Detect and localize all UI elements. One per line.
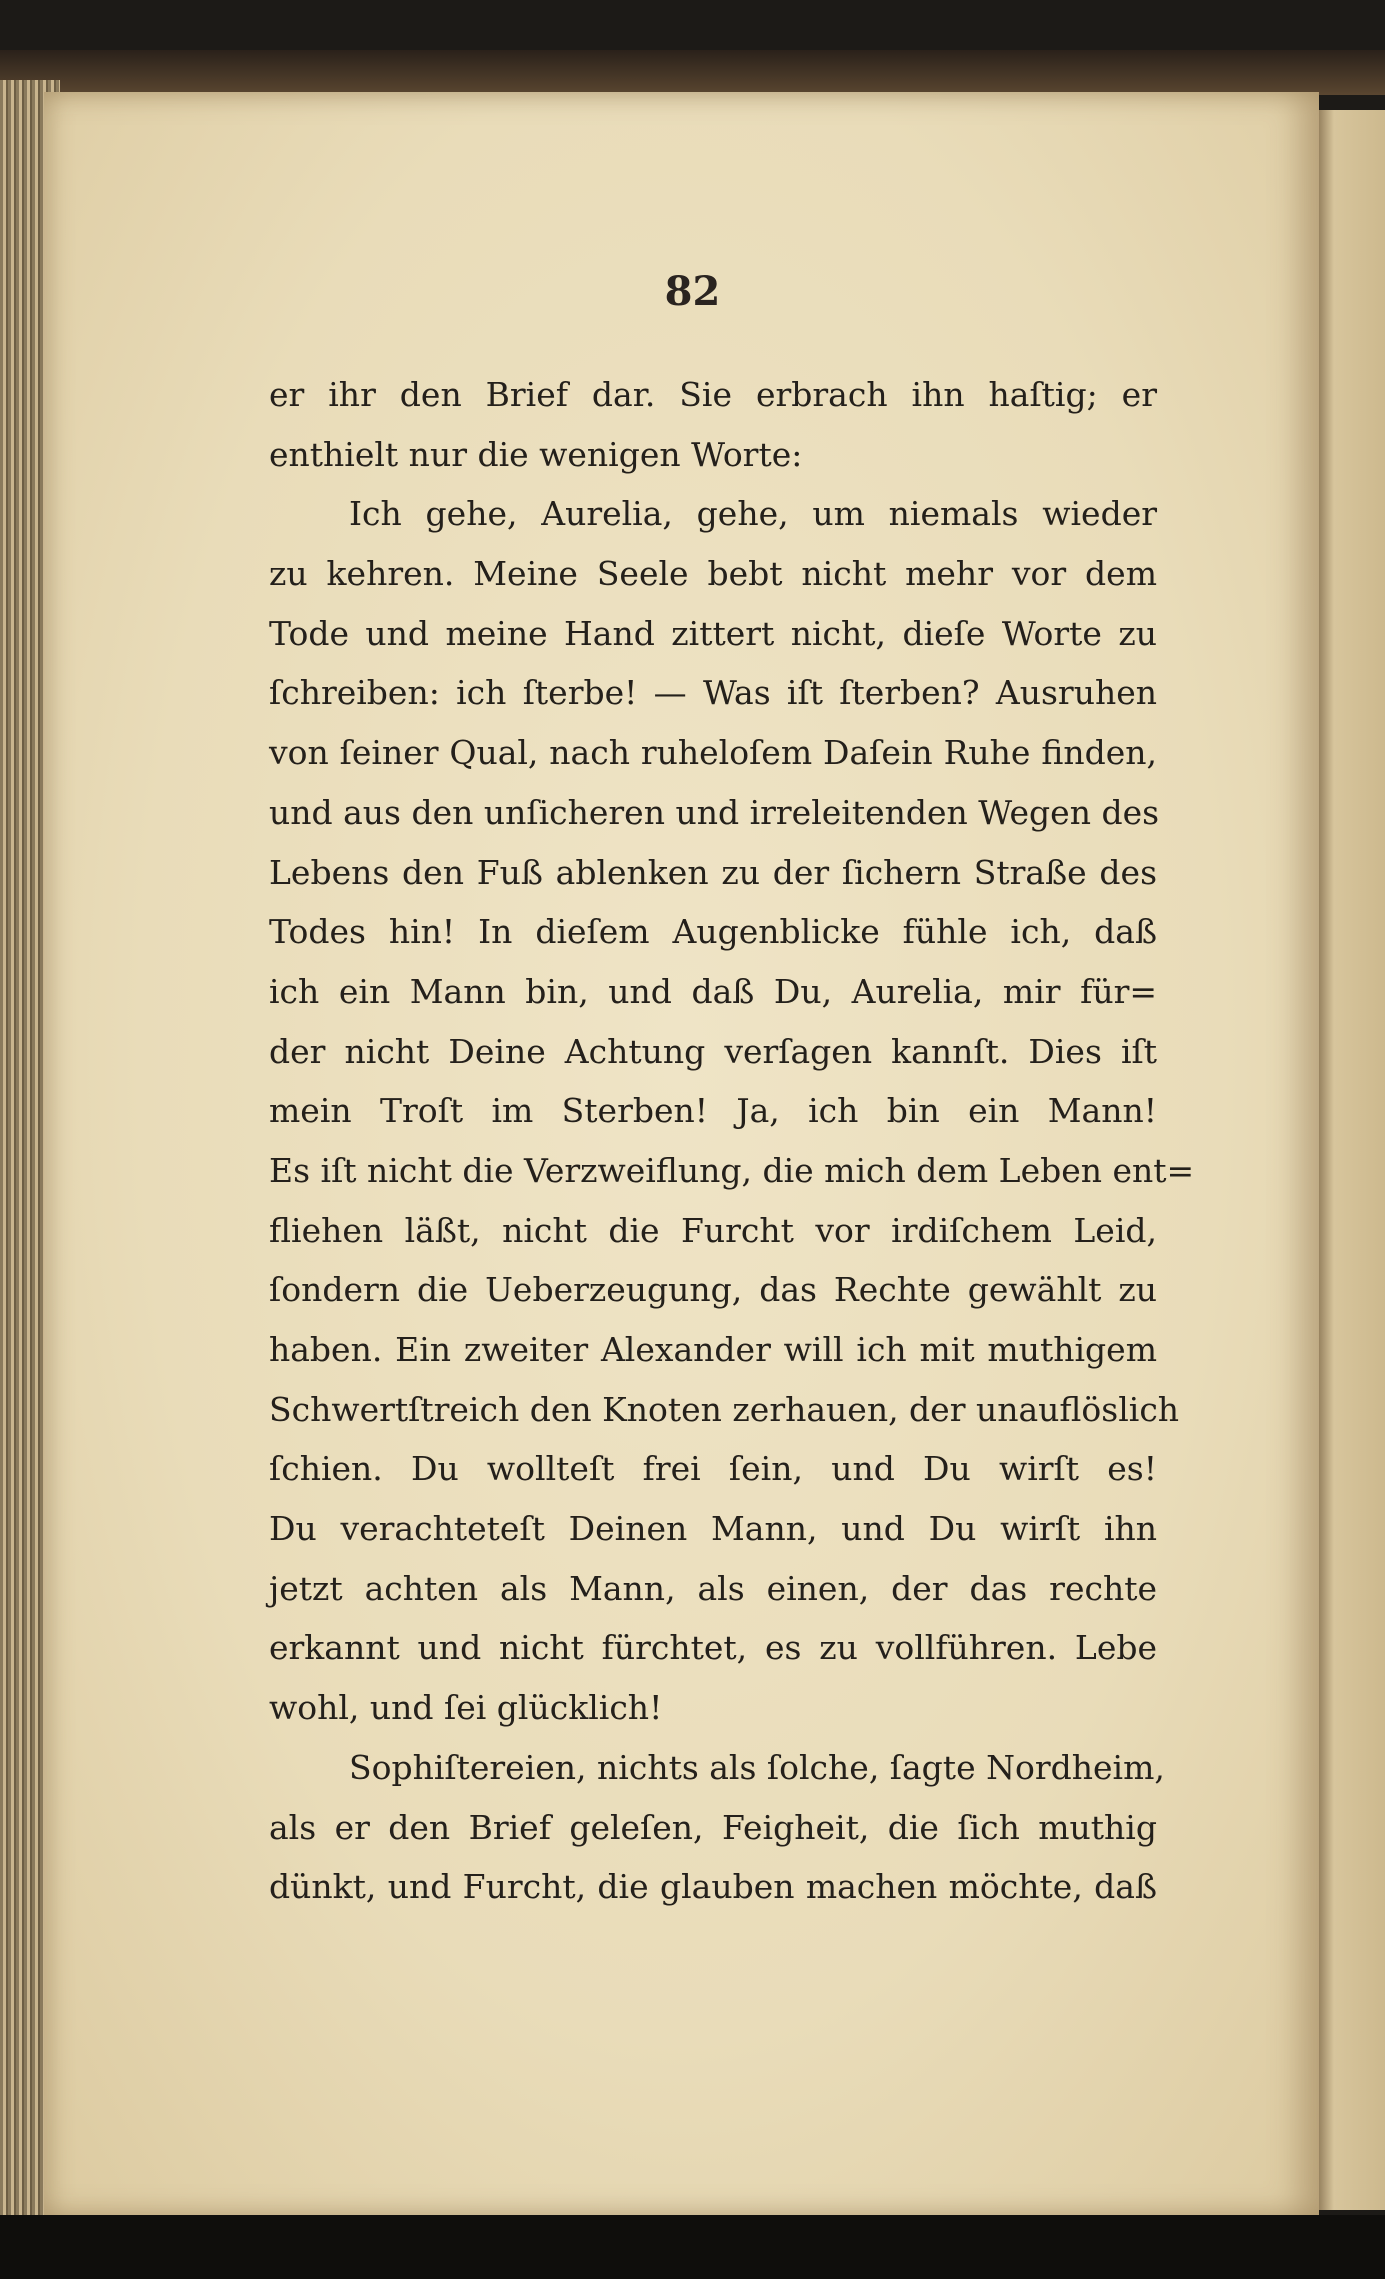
text-line: ſondern die Ueberzeugung, das Rechte gewählt zu <box>269 1270 1157 1310</box>
scan-background <box>0 2215 1385 2279</box>
text-line: fliehen läßt, nicht die Furcht vor irdiſchem Leid, <box>269 1210 1157 1250</box>
text-line: dünkt, und Furcht, die glauben machen möchte, daß <box>269 1867 1157 1907</box>
text-line: haben. Ein zweiter Alexander will ich mit muthigem <box>269 1330 1157 1369</box>
adjacent-page-edge <box>1312 110 1385 2210</box>
page-number: 82 <box>664 268 721 315</box>
text-line: Es iſt nicht die Verzweiflung, die mich dem Leben ent= <box>269 1150 1195 1190</box>
text-line: Du verachteteſt Deinen Mann, und Du wirſt ihn <box>269 1509 1157 1549</box>
book-binding-edge <box>0 50 1385 95</box>
text-line: er ihr den Brief dar. Sie erbrach ihn haſtig; er <box>269 375 1157 414</box>
text-line: als er den Brief geleſen, Feigheit, die ſich muthig <box>269 1807 1157 1847</box>
text-line: mein Troſt im Sterben! Ja, ich bin ein Mann! <box>269 1091 1157 1131</box>
text-line: Sophiſtereien, nichts als ſolche, ſagte Nordheim, <box>349 1747 1165 1787</box>
text-line: Lebens den Fuß ablenken zu der ſichern Straße des <box>269 852 1157 892</box>
text-line: jetzt achten als Mann, als einen, der das rechte <box>269 1568 1157 1608</box>
text-line: und aus den unſicheren und irreleitenden Wegen des <box>269 792 1160 832</box>
text-line: von ſeiner Qual, nach ruheloſem Daſein Ruhe finden, <box>269 733 1157 773</box>
text-line: Ich gehe, Aurelia, gehe, um niemals wieder <box>349 494 1157 534</box>
text-line: enthielt nur die wenigen Worte: <box>269 434 803 474</box>
text-line: ſchien. Du wollteſt frei ſein, und Du wirſt es! <box>269 1449 1157 1489</box>
text-line: ſchreiben: ich ſterbe! — Was iſt ſterben? Ausruhen <box>269 673 1157 713</box>
text-line: Todes hin! In dieſem Augenblicke fühle ich, daß <box>269 912 1157 952</box>
text-line: erkannt und nicht fürchtet, es zu vollführen. Lebe <box>269 1628 1157 1668</box>
text-line: Tode und meine Hand zittert nicht, dieſe Worte zu <box>269 613 1157 653</box>
text-line: Schwertſtreich den Knoten zerhauen, der unauflöslich <box>269 1389 1180 1429</box>
body-text <box>269 365 1195 1917</box>
text-line: wohl, und ſei glücklich! <box>269 1688 663 1728</box>
text-line: der nicht Deine Achtung verſagen kannſt. Dies iſt <box>269 1031 1157 1071</box>
text-line: ich ein Mann bin, und daß Du, Aurelia, mir für= <box>269 971 1157 1011</box>
text-line: zu kehren. Meine Seele bebt nicht mehr vor dem <box>269 554 1157 594</box>
